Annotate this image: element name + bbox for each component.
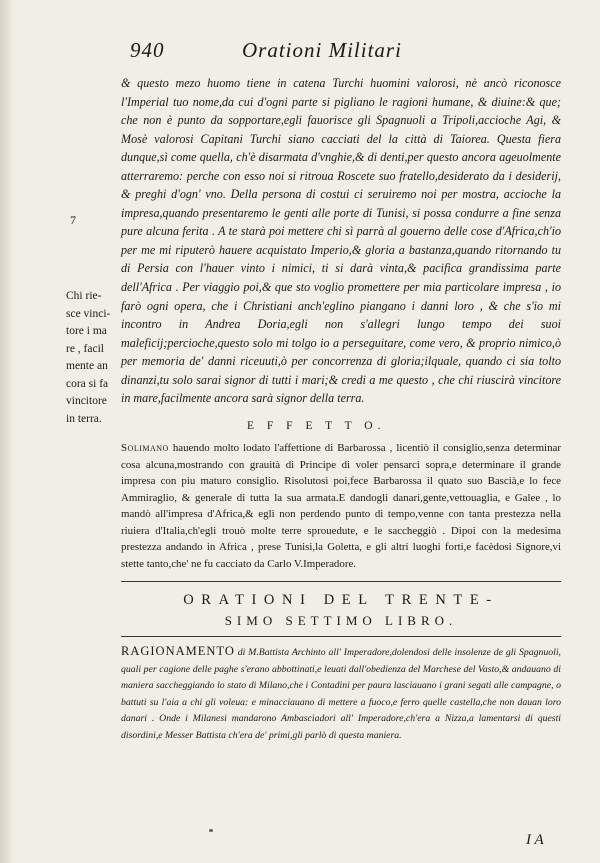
- title-rule-top: [121, 581, 561, 582]
- effetto-paragraph: [121, 440, 561, 572]
- paper-speck: [209, 829, 213, 832]
- book-title-line-1: ORATIONI DEL TRENTE-: [183, 592, 499, 608]
- oration-body: [121, 74, 561, 408]
- oration-paragraph: & questo mezo huomo tiene in catena Turchi huomini valorosi, nè ancò riconosce l'Imperial tuo nome,da cui d'ogni parte si pigliano le ragioni humane, & diuine:& que; che non è punto da sopportare,egli fauorisce gli Spagnuoli a Tripoli,accioche Agi, & Mosè valorosi Capitani Turchi siano cacciati del la città di Taiorea. Questa fiera dunque,sì come quella, ch'è disarmata d'vnghie,& di denti,per questo ancora ageuolmente atterraremo: perche con esso noi si ritroua Roscete suo fratello,desiderato da i desiderij, & preghi d'ogn' vno. Della persona di costui ci seruiremo noi per mostra, accioche la impresa,quando presentaremo le genti alle porte di Tunisi, si possa condurre a fine senza pure alcuna ferita . A te starà poi mettere chi sì parrà al gouerno delle cose d'Africa,ch'io per me mi riputerò hauere acquistato Imperio,& gloria a bastanza,quando ritornando tu di Persia con l'hauer vinto i nimici, ti si darà vinta,& pacifica grandissima parte dell'Africa . Per viaggio poi,& que sto voglio promettere per mia particolare impresa , io farò ogni opera, che i Christiani anch'eglino piangano i danni loro , & che s'io mi incontro in Andrea Doria,egli non s'allegri lungo tempo dei suoi maleficij;percioche,questo solo mi tolgo io a perseguitare, come vero, & proprio nimico,ò per memoria de' danni riceuuti,ò per concorrenza di gloria;ilquale, quando ci sia tolto dinanzi,tu solo sarai signor di tutti i mari;& credi a me questo , che chi riuscirà vincitore in mare,facilmente ancora sarà signor della terra.: [121, 76, 561, 406]
- book-title-line-2: SIMO SETTIMO LIBRO.: [224, 613, 458, 628]
- effetto-heading: E F F E T T O.: [247, 420, 386, 432]
- marginal-note-line: cora si fa: [66, 377, 109, 390]
- running-title: Orationi Militari: [242, 38, 402, 62]
- argument-paragraph: [121, 643, 561, 745]
- marginal-note-line: sce vinci-: [66, 307, 111, 320]
- argument-lead-word: RAGIONAMENTO: [121, 644, 235, 658]
- marginal-mark: 7: [70, 213, 76, 227]
- marginal-note-line: Chi rie-: [66, 290, 102, 302]
- catchword: I A: [526, 832, 544, 848]
- effetto-text: hauendo molto lodato l'affettione di Barbarossa , licentiò il consiglio,senza determinar cosa alcuna,mostrando con grauità di Principe di voler pensarci sopra,e determinare il grande impresa con piu maturo consiglio. Risolutosi poi,fece Barbarossa il quato suo Bascià,e lo fece Ammiraglio, & generale di tutta la sua armata.E dandogli danari,gente,vettouaglia, e Galee , lo mandò all'impresa d'Africa,& egli non perdendo punto di tempo,venne con tanta prestezza nella riuiera d'Italia,ch'egli trouò molte terre sprouedute, e le saccheggiò . Dipoi con la medesima prestezza andando in Africa , prese Tunisi,la Goletta, e gli altri luoghi forti,e facèdosi Signore,vi stette tanto,che' ne fu cacciato da Carlo V.Imperadore.: [121, 442, 561, 570]
- marginal-note-line: in terra.: [66, 412, 102, 425]
- chapter-argument: [121, 643, 561, 745]
- marginal-note: [66, 288, 120, 428]
- title-rule-bottom: [121, 636, 561, 637]
- page-number: 940: [130, 38, 165, 62]
- marginal-note-line: tore i ma: [66, 325, 107, 337]
- marginal-note-line: vincitore: [66, 395, 107, 407]
- effetto-summary: [121, 440, 561, 572]
- marginal-note-line: mente an: [66, 360, 108, 372]
- argument-text: di M.Battista Archinto all' Imperadore,dolendosi delle insolenze de gli Spagnuoli, quali per cagione delle paghe s'erano abbottinati,e leuati dall'obedienza del Marchese del Vasto,& andauano di maniera saccheggiando lo stato di Milano,che i Contadini per paura lasciauano i grani segati alle campagne, o battuti su l'aia a chi gli voleua: e minacciauano di mettere a fuoco,e ferro quelle castella,che non dauan loro danari . Onde i Milanesi mandarono Ambasciadori all' Imperadore,ch'era a Nizza,a lamentarsi di questi disordini,e Messer Battista ch'era de' primi,gli parlò di questa maniera.: [121, 647, 561, 741]
- effetto-lead-word: Solimano: [121, 442, 169, 454]
- page-edge-shadow: [0, 0, 14, 863]
- page-header: [130, 38, 510, 68]
- marginal-note-line: re , facil: [66, 342, 104, 355]
